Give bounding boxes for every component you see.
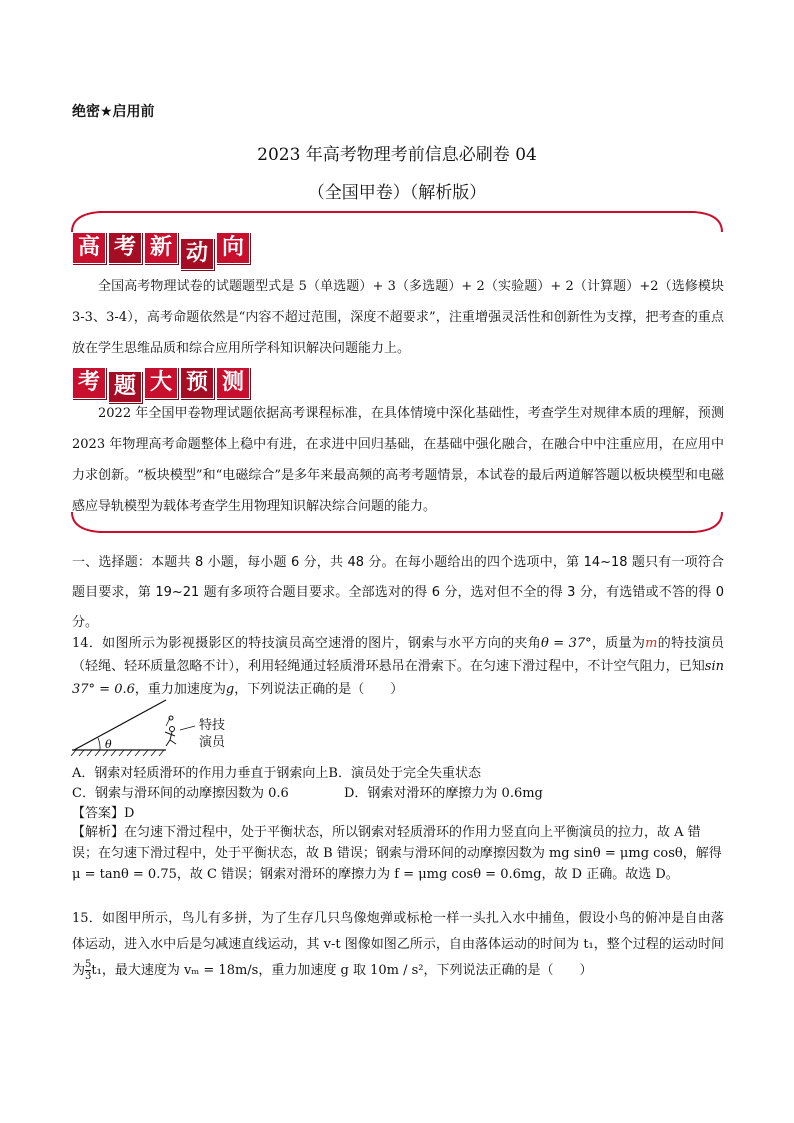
question-15-stem: 15．如图甲所示，鸟儿有多拼，为了生存几只鸟像炮弹或标枪一样一头扎入水中捕鱼，假设小鸟的俯冲是自由落体运动，进入水中后是匀减速直线运动，其 v-t 图像如图乙所示，自由落体运动的时间为 t₁，整个过程的运动时间为 $\frac{5}{3}t_1$，最大速度为 vₘ = 18m/s，重力加速度 g 取 10m / s²，下列说法正确的是（ ） bbox=[72, 911, 724, 982]
question-14-answer: 【答案】D bbox=[72, 806, 135, 821]
question-14-options-row1 bbox=[72, 763, 724, 784]
badge-char: 大 bbox=[144, 367, 178, 399]
badge-char: 考 bbox=[108, 232, 142, 264]
figure-label-stunt-actor: 特技 演员 bbox=[199, 718, 226, 750]
section2-text: 2022 年全国甲卷物理试题依据高考课程标准，在具体情境中深化基础性，考查学生对规律本质的理解，预测 2023 年物理高考命题整体上稳中有进，在求进中回归基础，在基础中强化融合，在融合中中注重应用，在应用中力求创新。“板块模型”和“电磁综合”是多年来最高频的高考考题情景，本试卷的最后两道解答题以板块模型和电磁感应导轨模型为载体考查学生用物理知识解决综合问题的能力。 bbox=[72, 406, 724, 514]
option-b[interactable]: B．演员处于完全失重状态 bbox=[328, 766, 481, 781]
exam-title: 2023 年高考物理考前信息必刷卷 04 bbox=[257, 145, 537, 165]
option-c[interactable]: C．钢索与滑环间的动摩擦因数为 0.6 bbox=[72, 786, 289, 801]
badge-char: 新 bbox=[144, 232, 178, 264]
theta-label: θ bbox=[105, 738, 112, 751]
fraction-five-thirds: $\frac{5}{3}$ bbox=[85, 959, 92, 982]
option-d[interactable]: D．钢索对滑环的摩擦力为 0.6mg bbox=[344, 786, 543, 801]
section-instructions: 一、选择题：本题共 8 小题，每小题 6 分，共 48 分。在每小题给出的四个选项中，第 14~18 题只有一项符合题目要求，第 19~21 题有多项符合题目要求。全部选对的得 6 分，选对但不全的得 3 分，有选错或不答的得 0 分。 bbox=[72, 555, 724, 630]
section-badge-new-trends bbox=[72, 232, 250, 270]
question-14-stem: 14．如图所示为影视摄影区的特技演员高空速滑的图片，钢索与水平方向的夹角θ = 37°，质量为m的特技演员（轻绳、轻环质量忽略不计），利用轻绳通过轻质滑环悬吊在滑索下。在匀速下滑过程中，不计空气阻力，已知sin 37° = 0.6，重力加速度为g，下列说法正确的是（ ） bbox=[72, 636, 724, 697]
confidential-mark: 绝密★启用前 bbox=[72, 104, 155, 120]
badge-char: 高 bbox=[72, 232, 106, 264]
badge-char: 动 bbox=[180, 238, 214, 270]
option-a[interactable]: A．钢索对轻质滑环的作用力垂直于钢索向上 bbox=[72, 766, 329, 781]
badge-char: 考 bbox=[72, 367, 106, 399]
badge-char: 向 bbox=[216, 232, 250, 264]
badge-char: 题 bbox=[108, 371, 142, 403]
question-14-analysis: 【解析】在匀速下滑过程中，处于平衡状态，所以钢索对轻质滑环的作用力竖直向上平衡演员的拉力，故 A 错误；在匀速下滑过程中，处于平衡状态，故 B 错误；钢索与滑环间的动摩擦因数为 mg sinθ = μmg cosθ，解得 μ = tanθ = 0.75，故 C 错误；钢索对滑环的摩擦力为 f = μmg cosθ = 0.6mg，故 D 正确。故选 D。 bbox=[72, 825, 722, 882]
badge-char: 预 bbox=[180, 367, 214, 399]
badge-char: 测 bbox=[216, 367, 250, 399]
exam-subtitle: （全国甲卷）（解析版） bbox=[307, 183, 487, 203]
question-14-options-row2 bbox=[72, 783, 724, 804]
section1-text: 全国高考物理试卷的试题题型式是 5（单选题）+ 3（多选题）+ 2（实验题）+ 2（计算题）+2（选修模块 3-3、3-4），高考命题依然是“内容不超过范围，深度不超要求”，注重增强灵活性和创新性为支撑，把考查的重点放在学生思维品质和综合应用所学科知识解决问题能力上。 bbox=[72, 279, 724, 356]
